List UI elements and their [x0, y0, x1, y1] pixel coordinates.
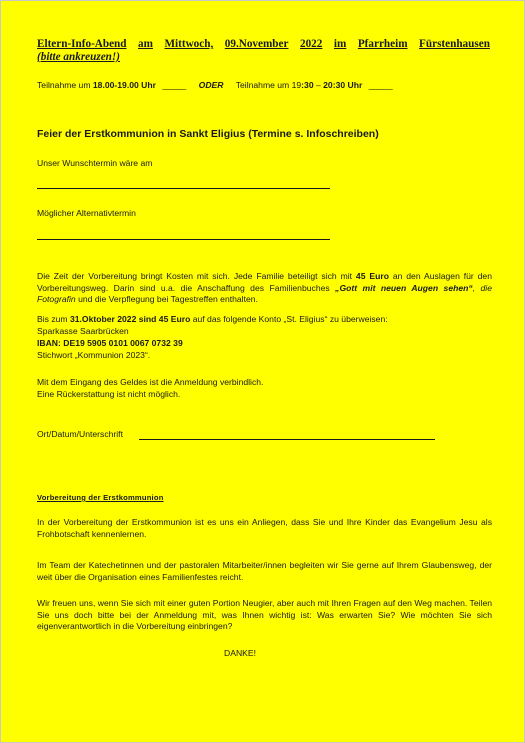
transfer-line: [37, 314, 388, 324]
cost-text: und die Verpflegung bei Tagestreffen enthalten.: [75, 294, 258, 305]
option2-prefix: Teilnahme um 19: [235, 80, 302, 90]
preparation-heading: Vorbereitung der Erstkommunion: [37, 493, 164, 502]
binding-note: Mit dem Eingang des Geldes ist die Anmeldung verbindlich.: [37, 377, 264, 387]
title-word: Mittwoch,: [164, 38, 214, 50]
signature-label: Ort/Datum/Unterschrift: [37, 429, 123, 439]
communion-heading: Feier der Erstkommunion in Sankt Eligius (Termine s. Infoschreiben): [37, 128, 379, 140]
cost-text-photographer: , die Fotografin: [37, 282, 492, 305]
title-word: im: [333, 38, 347, 50]
title-note: (bitte ankreuzen!): [37, 51, 120, 63]
option2-time-start: :30: [301, 80, 314, 90]
cost-paragraph: [37, 271, 492, 306]
title-word: Eltern-Info-Abend: [37, 38, 127, 50]
transfer-suffix: auf das folgende Konto „St. Eligius“ zu überweisen:: [190, 314, 388, 324]
cost-amount: 45 Euro: [355, 271, 389, 281]
option1-checkbox-blank[interactable]: _____: [162, 80, 187, 90]
info-evening-title: [37, 38, 490, 50]
no-refund-note: Eine Rückerstattung ist nicht möglich.: [37, 389, 181, 399]
signature-line[interactable]: [139, 439, 435, 440]
title-word: 09.November: [224, 38, 289, 50]
preparation-paragraph-1: In der Vorbereitung der Erstkommunion ist es uns ein Anliegen, dass Sie und Ihre Kinder das Evangelium Jesu als Frohbotschaft kennenlernen.: [37, 517, 492, 539]
option1-prefix: Teilnahme um: [37, 80, 91, 90]
thanks-text: DANKE!: [224, 648, 256, 658]
wish-date-label: Unser Wunschtermin wäre am: [37, 158, 153, 168]
title-word: 2022: [299, 38, 323, 50]
bank-name: Sparkasse Saarbrücken: [37, 326, 129, 336]
cost-text: an den Auslagen für den Vorbereitungsweg. Darin sind u.a. die Anschaffung des Familienbuches: [37, 271, 492, 293]
option2-dash: –: [313, 80, 324, 90]
preparation-paragraph-3: Wir freuen uns, wenn Sie sich mit einer guten Portion Neugier, aber auch mit Ihren Fragen auf den Weg machen. Teilen Sie uns doch bitte bei der Anmeldung mit, was Ihnen wichtig ist: Was erwarten Sie? Wie möchten Sie sich eigenverantwortlich in die Vorbereitung einbringen?: [37, 598, 492, 632]
option2-checkbox-blank[interactable]: _____: [368, 80, 393, 90]
payment-keyword: Stichwort „Kommunion 2023“.: [37, 350, 151, 360]
alt-date-label: Möglicher Alternativtermin: [37, 208, 136, 218]
book-title: „Gott mit neuen Augen sehen“: [335, 282, 473, 293]
wish-date-line[interactable]: [37, 188, 330, 189]
option1-time: 18.00-19.00 Uhr: [92, 80, 156, 90]
attendance-options: [37, 80, 393, 90]
transfer-deadline: 31.Oktober 2022 sind 45 Euro: [69, 314, 191, 324]
iban: IBAN: DE19 5905 0101 0067 0732 39: [37, 338, 183, 348]
preparation-paragraph-2: Im Team der Katechetinnen und der pastoralen Mitarbeiter/innen begleiten wir Sie gerne auf Ihrem Glaubensweg, der weit über die Organisation eines Familienfestes reicht.: [37, 560, 492, 582]
alt-date-line[interactable]: [37, 239, 330, 240]
transfer-prefix: Bis zum: [37, 314, 70, 324]
cost-text: Die Zeit der Vorbereitung bringt Kosten mit sich. Jede Familie beteiligt sich mit: [37, 271, 356, 281]
oder-label: ODER: [198, 80, 224, 90]
title-word: Fürstenhausen: [419, 38, 490, 50]
title-word: Pfarrheim: [357, 38, 408, 50]
option2-time-end: 20:30 Uhr: [323, 80, 363, 90]
title-word: am: [138, 38, 153, 50]
